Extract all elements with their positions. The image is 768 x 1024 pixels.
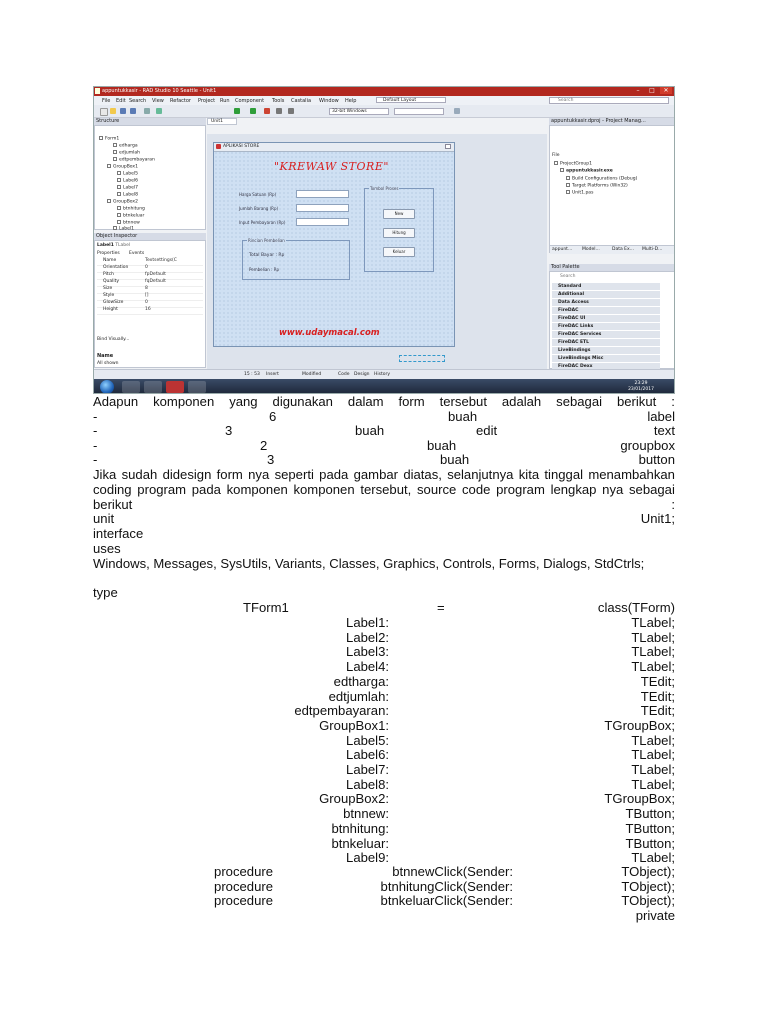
- oi-tab-events[interactable]: Events: [129, 251, 145, 256]
- open-folder-icon[interactable]: [110, 108, 116, 114]
- class-field-row: [93, 806, 675, 821]
- pm-tree-item[interactable]: ProjectGroup1: [554, 161, 592, 167]
- oi-component-select[interactable]: Label1 TLabel: [97, 243, 131, 248]
- menu-file[interactable]: File: [102, 98, 111, 104]
- interface-line: interface: [93, 526, 144, 541]
- intro-word: form: [398, 394, 425, 409]
- procedure-keyword: procedure: [214, 864, 273, 879]
- menu-component[interactable]: Component: [235, 98, 265, 104]
- para-word: pada: [191, 482, 221, 497]
- oi-row[interactable]: Quality fqDefault: [97, 279, 203, 287]
- tool-palette-panel: [549, 271, 675, 369]
- intro-word: yang: [229, 394, 258, 409]
- project-icon[interactable]: [144, 108, 150, 114]
- palette-search-input[interactable]: Search: [560, 274, 576, 279]
- pm-tree-item[interactable]: Build Configurations (Debug): [566, 176, 637, 182]
- groupbox-proses: [364, 188, 434, 272]
- para-word: tersebut,: [360, 482, 412, 497]
- item-dash: -: [93, 409, 98, 424]
- procedure-row: [93, 864, 675, 879]
- menu-window[interactable]: Window: [319, 98, 339, 104]
- para-word: didesign: [162, 467, 212, 482]
- tree-item[interactable]: edharga: [113, 143, 138, 149]
- selected-label-handle[interactable]: [399, 355, 445, 362]
- component-item-row: [93, 423, 675, 438]
- field-type: TLabel;: [631, 776, 675, 792]
- field-name: edtpembayaran:: [294, 703, 389, 719]
- procedure-name: btnhitungClick(Sender:: [380, 878, 513, 894]
- component-item-row: [93, 452, 675, 467]
- groupbox-rincian-caption: Rincian Pembelian: [248, 238, 285, 243]
- item-count: 6: [269, 409, 277, 424]
- object-inspector-title: Object Inspector: [96, 233, 138, 239]
- taskbar-folder-icon[interactable]: [144, 381, 162, 393]
- intro-word: sebagai: [556, 394, 603, 409]
- run-without-debug-icon[interactable]: [250, 108, 256, 114]
- tree-item[interactable]: Label5: [117, 171, 138, 177]
- oi-tab-properties[interactable]: Properties: [97, 251, 120, 256]
- item-kind: edit: [476, 423, 498, 438]
- platform-select[interactable]: 32-bit Windows: [329, 108, 389, 115]
- oi-row[interactable]: Size 8: [97, 286, 203, 294]
- tree-item[interactable]: edjumlah: [113, 150, 140, 156]
- intro-word: tersebut: [439, 394, 487, 409]
- intro-word: digunakan: [272, 394, 333, 409]
- unit-keyword: unit: [93, 511, 115, 526]
- procedure-name: btnnewClick(Sender:: [392, 864, 513, 879]
- class-eq: =: [437, 600, 445, 615]
- edtjumlah-field[interactable]: [296, 204, 349, 212]
- field-type: TButton;: [625, 820, 675, 836]
- item-dash: -: [93, 452, 98, 467]
- oi-row[interactable]: Orientation 0: [97, 265, 203, 273]
- form-titlebar: [214, 143, 454, 152]
- layout-select[interactable]: Default Layout: [376, 97, 446, 103]
- intro-word: adalah: [501, 394, 542, 409]
- start-button[interactable]: [100, 380, 114, 394]
- menu-castalia[interactable]: Castalia: [291, 98, 312, 104]
- class-field-row: [93, 689, 675, 704]
- taskbar-explorer-icon[interactable]: [122, 381, 140, 393]
- close-icon[interactable]: ✕: [660, 87, 672, 94]
- tool-palette-title: Tool Palette: [551, 264, 580, 270]
- tree-item[interactable]: Form1: [99, 136, 119, 142]
- field-name: Label5:: [346, 732, 389, 748]
- class-field-row: [93, 777, 675, 792]
- procedure-row: [93, 879, 675, 894]
- field-name: Label2:: [346, 629, 389, 645]
- oi-name-label: Name: [97, 353, 114, 359]
- taskbar-app-icon[interactable]: [188, 381, 206, 393]
- project-manager-panel: [549, 125, 675, 253]
- tree-item[interactable]: Label7: [117, 185, 138, 191]
- designed-form: [213, 142, 455, 347]
- palette-category[interactable]: FireDAC Dexx: [552, 363, 660, 370]
- taskbar-delphi-icon[interactable]: [166, 381, 184, 393]
- add-file-icon[interactable]: [156, 108, 162, 114]
- field-type: TGroupBox;: [604, 717, 675, 733]
- procedure-keyword: procedure: [214, 893, 273, 909]
- stop-icon[interactable]: [264, 108, 270, 114]
- intro-word: :: [671, 394, 675, 409]
- menu-refactor[interactable]: Refactor: [170, 98, 191, 104]
- unit-name: Unit1;: [640, 511, 675, 526]
- field-type: TEdit;: [640, 703, 675, 719]
- oi-row[interactable]: Style []: [97, 293, 203, 301]
- oi-bind-visually-link[interactable]: Bind Visually...: [97, 337, 130, 342]
- new-file-icon[interactable]: [100, 108, 108, 116]
- para-word: komponen: [293, 482, 355, 497]
- field-type: TLabel;: [631, 762, 675, 777]
- status-tab-history[interactable]: History: [374, 372, 391, 377]
- pm-tree-item[interactable]: Unit1.pas: [566, 190, 593, 196]
- edtpembayaran-field[interactable]: [296, 218, 349, 226]
- label-harga: Harga Satuan (Rp): [239, 192, 277, 197]
- tree-item[interactable]: Label1: [113, 226, 134, 232]
- class-field-row: [93, 747, 675, 762]
- menu-help[interactable]: Help: [345, 98, 357, 104]
- groupbox-proses-caption: Tombol Proses: [370, 186, 399, 191]
- item-extra: text: [653, 423, 675, 438]
- item-kind: groupbox: [620, 438, 675, 453]
- para-word: form: [216, 467, 243, 482]
- intro-line: [93, 394, 675, 409]
- form-caption: APLIKASI STORE: [223, 144, 260, 149]
- procedure-type: TObject);: [621, 893, 675, 909]
- para-word: program: [496, 482, 545, 497]
- windows-taskbar: [94, 379, 674, 394]
- intro-word: berikut: [616, 394, 657, 409]
- class-field-row: [93, 791, 675, 806]
- para-word: tinggal: [544, 467, 584, 482]
- tree-item[interactable]: Label8: [117, 192, 138, 198]
- para-word: program: [137, 482, 187, 497]
- device-select[interactable]: [394, 108, 444, 115]
- field-name: btnhitung:: [331, 820, 389, 836]
- oi-row[interactable]: Pitch fpDefault: [97, 272, 203, 280]
- class-field-row: [93, 659, 675, 674]
- field-name: Label6:: [346, 747, 389, 763]
- para-word: nya: [602, 482, 624, 497]
- para-word: gambar: [353, 467, 399, 482]
- para-word: sebagai: [628, 482, 675, 497]
- field-type: TButton;: [625, 806, 675, 822]
- para-word: nya: [248, 467, 270, 482]
- item-unit: buah: [448, 409, 478, 424]
- label-kembali: Pembelian : Rp: [249, 267, 280, 272]
- class-right: class(TForm): [597, 600, 675, 615]
- field-type: TButton;: [625, 835, 675, 851]
- save-all-icon[interactable]: [130, 108, 136, 114]
- status-modified: Modified: [302, 372, 322, 377]
- item-unit: buah: [440, 452, 470, 467]
- structure-header: [94, 118, 206, 125]
- class-field-row: [93, 703, 675, 718]
- para-word: sudah: [121, 467, 158, 482]
- uses-line: uses: [93, 541, 121, 556]
- unit-line: [93, 511, 675, 526]
- field-name: GroupBox1:: [319, 717, 389, 733]
- status-bar: [94, 369, 674, 379]
- menu-search[interactable]: Search: [129, 98, 147, 104]
- intro-word: dalam: [347, 394, 384, 409]
- btnhitung[interactable]: Hitung: [383, 228, 415, 238]
- field-type: TGroupBox;: [604, 791, 675, 807]
- palette-category[interactable]: FireDAC: [552, 307, 660, 314]
- palette-category[interactable]: FireDAC ETL: [552, 339, 660, 346]
- run-icon[interactable]: [234, 108, 240, 114]
- pm-tab[interactable]: Data Ex...: [612, 247, 634, 252]
- menu-project[interactable]: Project: [198, 98, 216, 104]
- menu-tools[interactable]: Tools: [272, 98, 285, 104]
- item-count: 3: [225, 423, 233, 438]
- procedure-type: TObject);: [621, 864, 675, 879]
- oi-row[interactable]: Name Textsettings(C: [97, 258, 203, 266]
- para-line-2: [93, 482, 675, 497]
- minimize-icon[interactable]: –: [636, 87, 640, 94]
- procedure-row: [93, 893, 675, 908]
- status-tab-design[interactable]: Design: [354, 372, 370, 377]
- uses-list-line: Windows, Messages, SysUtils, Variants, Classes, Graphics, Controls, Forms, Dialogs, StdCtrls;: [93, 556, 645, 571]
- field-name: GroupBox2:: [319, 791, 389, 807]
- structure-title: Structure: [96, 118, 120, 124]
- component-item-row: [93, 438, 675, 453]
- para-word: Jika: [93, 467, 117, 482]
- para-word: coding: [93, 482, 132, 497]
- class-field-row: [93, 674, 675, 689]
- ide-search-input[interactable]: Search: [549, 97, 669, 104]
- palette-category[interactable]: Additional: [552, 291, 660, 298]
- project-manager-title: appuntukkasir.dproj - Project Manag...: [551, 118, 646, 124]
- menu-edit[interactable]: Edit: [116, 98, 126, 104]
- palette-category[interactable]: Data Access: [552, 299, 660, 306]
- field-name: Label9:: [346, 850, 389, 866]
- field-name: edtjumlah:: [328, 688, 389, 704]
- field-name: edtharga:: [333, 673, 389, 689]
- pm-tree-item[interactable]: appuntukkasir.exe: [560, 168, 613, 174]
- field-type: TLabel;: [631, 747, 675, 763]
- field-type: TEdit;: [640, 673, 675, 689]
- class-field-row: [93, 850, 675, 865]
- field-name: Label7:: [346, 762, 389, 777]
- pm-tree-item[interactable]: Target Platforms (Win32): [566, 183, 628, 189]
- para-word: lengkap: [550, 482, 597, 497]
- private-line: [93, 908, 675, 923]
- tree-item[interactable]: Label6: [117, 178, 138, 184]
- field-type: TLabel;: [631, 850, 675, 866]
- palette-category[interactable]: FireDAC Services: [552, 331, 660, 338]
- field-type: TLabel;: [631, 644, 675, 660]
- pm-tab[interactable]: Multi-D...: [642, 247, 663, 252]
- status-tab-code[interactable]: Code: [338, 372, 350, 377]
- type-line: type: [93, 585, 118, 600]
- item-kind: label: [647, 409, 675, 424]
- btnkeluar[interactable]: Keluar: [383, 247, 415, 257]
- field-name: Label8:: [346, 776, 389, 792]
- menu-run[interactable]: Run: [220, 98, 230, 104]
- class-field-row: [93, 762, 675, 777]
- private-keyword: private: [635, 908, 675, 923]
- window-title: appuntukkasir - RAD Studio 10 Seattle - Unit1: [102, 88, 217, 94]
- field-name: btnnew:: [343, 806, 389, 822]
- para-word: pada: [319, 467, 349, 482]
- close-icon[interactable]: [445, 144, 451, 149]
- taskbar-clock: 23:29 23/01/2017: [628, 381, 654, 392]
- field-name: btnkeluar:: [331, 835, 389, 851]
- label-bayar: Input Pembayaran (Rp): [239, 220, 286, 225]
- maximize-icon[interactable]: □: [649, 87, 655, 94]
- pm-tab[interactable]: appunt...: [552, 247, 573, 252]
- pm-tab[interactable]: Model...: [582, 247, 600, 252]
- palette-category[interactable]: Standard: [552, 283, 660, 290]
- window-titlebar: [94, 87, 674, 96]
- para-word: selanjutnya: [447, 467, 514, 482]
- field-name: Label4:: [346, 659, 389, 675]
- object-inspector-panel: [94, 240, 206, 368]
- store-title: "KREWAW STORE": [274, 160, 389, 173]
- para-word: code: [462, 482, 491, 497]
- palette-category[interactable]: LiveBindings Misc: [552, 355, 660, 362]
- field-name: Label1:: [346, 615, 389, 630]
- item-count: 2: [260, 438, 268, 453]
- palette-category[interactable]: FireDAC UI: [552, 315, 660, 322]
- form-designer: [207, 134, 547, 386]
- intro-word: Adapun: [93, 394, 139, 409]
- para-line-1: [93, 467, 675, 482]
- component-item-row: [93, 409, 675, 424]
- para-word: source: [416, 482, 457, 497]
- project-manager-header: [549, 118, 675, 125]
- field-type: TLabel;: [631, 629, 675, 645]
- procedure-keyword: procedure: [214, 878, 273, 894]
- para-word: menambahkan: [588, 467, 675, 482]
- tree-item[interactable]: GroupBox1: [107, 164, 138, 170]
- field-type: TLabel;: [631, 615, 675, 630]
- step-icon[interactable]: [276, 108, 282, 114]
- structure-panel: [94, 125, 206, 230]
- field-name: Label3:: [346, 644, 389, 660]
- save-icon[interactable]: [120, 108, 126, 114]
- tree-item[interactable]: btnnew: [117, 220, 140, 226]
- status-position: 15 : 53: [244, 372, 260, 377]
- procedure-type: TObject);: [621, 878, 675, 894]
- tool-palette-header: [549, 264, 675, 271]
- deploy-icon[interactable]: [454, 108, 460, 114]
- app-icon: [95, 88, 100, 94]
- para3-colon: :: [671, 497, 675, 512]
- item-kind: button: [638, 452, 675, 467]
- field-type: TEdit;: [640, 688, 675, 704]
- class-left: TForm1: [243, 600, 289, 615]
- class-field-row: [93, 630, 675, 645]
- trace-icon[interactable]: [288, 108, 294, 114]
- item-count: 3: [267, 452, 275, 467]
- class-field-row: [93, 836, 675, 851]
- btnnew[interactable]: New: [383, 209, 415, 219]
- pm-tabs: [550, 245, 675, 254]
- field-type: TLabel;: [631, 659, 675, 675]
- label-jumlah: Jumlah Barang (Rp): [239, 206, 279, 211]
- class-field-row: [93, 733, 675, 748]
- class-decl-line: [93, 600, 675, 615]
- para3-text: berikut: [93, 497, 133, 512]
- item-unit: buah: [427, 438, 457, 453]
- class-field-row: [93, 821, 675, 836]
- oi-row[interactable]: GlowSize 0: [97, 300, 203, 308]
- item-dash: -: [93, 438, 98, 453]
- oi-row[interactable]: Height 16: [97, 307, 203, 315]
- edtharga-field[interactable]: [296, 190, 349, 198]
- class-field-row: [93, 644, 675, 659]
- item-dash: -: [93, 423, 98, 438]
- field-type: TLabel;: [631, 732, 675, 748]
- object-inspector-header: [94, 233, 206, 240]
- tree-item[interactable]: GroupBox2: [107, 199, 138, 205]
- para-word: seperti: [274, 467, 314, 482]
- tree-item[interactable]: btnkeluar: [117, 213, 144, 219]
- pm-file-label: File: [552, 153, 560, 158]
- palette-category[interactable]: FireDAC Links: [552, 323, 660, 330]
- menu-view[interactable]: View: [152, 98, 164, 104]
- palette-category[interactable]: LiveBindings: [552, 347, 660, 354]
- tree-item[interactable]: btnhitung: [117, 206, 145, 212]
- para-word: kita: [518, 467, 540, 482]
- status-insert: Insert: [266, 372, 279, 377]
- para-word: komponen: [226, 482, 288, 497]
- ide-screenshot: [93, 86, 675, 394]
- groupbox-rincian: [242, 240, 350, 280]
- label-total: Total Bayar : Rp: [249, 253, 285, 258]
- website-label: www.udaymacal.com: [279, 328, 380, 338]
- para-line-3: [93, 497, 675, 512]
- class-field-row: [93, 718, 675, 733]
- item-unit: buah: [355, 423, 385, 438]
- form-icon: [216, 144, 221, 149]
- procedure-name: btnkeluarClick(Sender:: [380, 893, 513, 909]
- tree-item[interactable]: edtpembayaran: [113, 157, 155, 163]
- class-field-row: [93, 615, 675, 630]
- tab-unit1[interactable]: Unit1: [207, 118, 237, 125]
- intro-word: komponen: [153, 394, 215, 409]
- para-word: diatas,: [403, 467, 442, 482]
- oi-all-shown: All shown: [97, 361, 119, 366]
